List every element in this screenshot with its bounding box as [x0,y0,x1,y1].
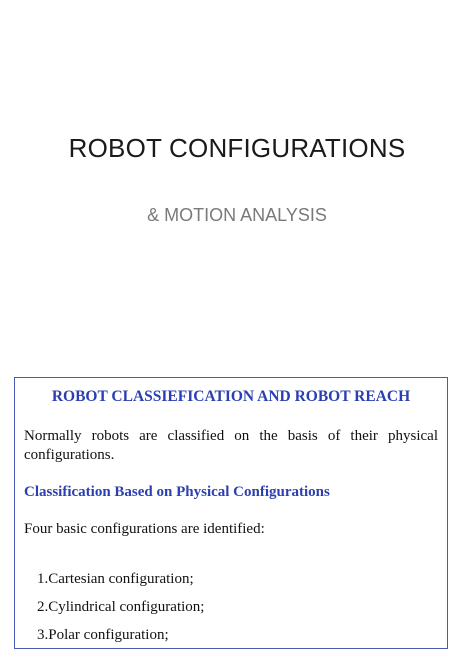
slide-title: ROBOT CONFIGURATIONS [68,133,406,163]
list-item: 1.Cartesian configuration; [37,571,194,587]
list-item: 2.Cylindrical configuration; [37,599,205,615]
configurations-intro: Four basic configurations are identified: [24,521,265,537]
list-item: 3.Polar configuration; [37,627,169,643]
configuration-list [37,570,204,649]
section-subheading: Classification Based on Physical Configurations [24,484,330,500]
slide-heading: ROBOT CLASSIEFICATION AND ROBOT REACH [51,388,411,405]
intro-paragraph: Normally robots are classified on the basis of their physical configurations. [24,428,438,463]
content-slide [14,377,448,649]
slide-subtitle: & MOTION ANALYSIS [147,205,327,225]
